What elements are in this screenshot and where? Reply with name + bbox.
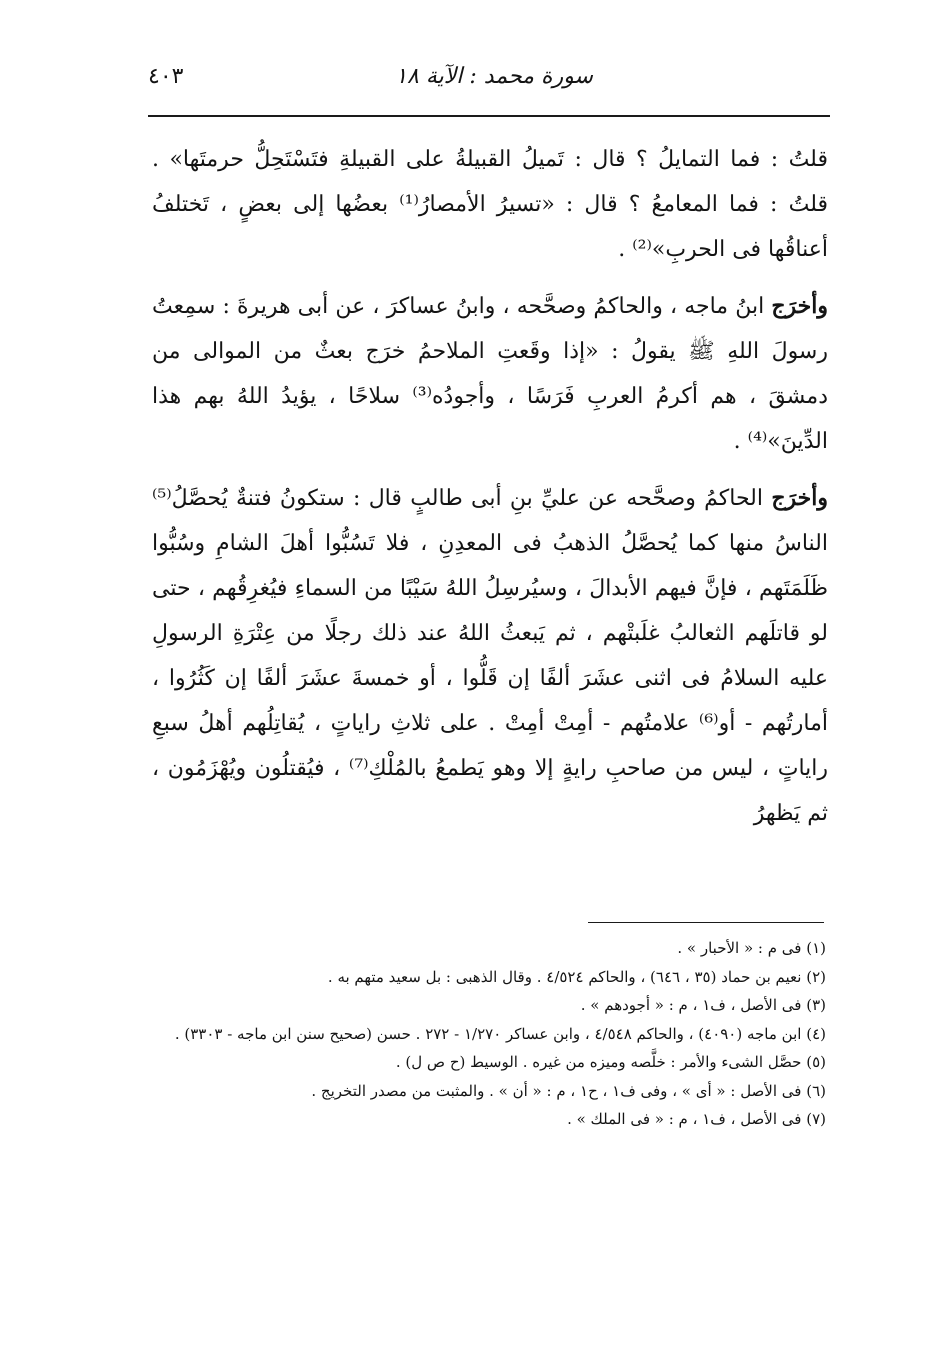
footnote-4: (٤) ابن ماجه (٤٠٩٠) ، والحاكم ٤/٥٤٨ ، وابن عساكر ١/٢٧٠ - ٢٧٢ . حسن (صحيح سنن ابن ماجه - ٣٣٠٣) . xyxy=(174,1024,826,1043)
main-text xyxy=(152,137,828,836)
running-header xyxy=(148,58,828,98)
footnote-6: (٦) فى الأصل : « أى » ، وفى ف١ ، ح١ ، م : « أن » . والمثبت من مصدر التخريج . xyxy=(311,1081,826,1100)
paragraph-1 xyxy=(152,137,828,272)
paragraph-2-lead: وأخرَج xyxy=(771,293,828,319)
footnote-5: (٥) حصَّل الشىء والأمر : خلَّصه وميزه من غيره . الوسيط (ح ص ل) . xyxy=(395,1053,826,1071)
paragraph-3-text: الحاكمُ وصحَّحه عن عليِّ بنِ أبى طالبٍ قال : ستكونُ فتنةٌ يُحصَّلُ⁽⁵⁾ الناسُ منها كما يُحصَّلُ الذهبُ فى المعدِنِ ، فلا تَسُبُّوا أهلَ الشامِ وسُبُّوا ظَلَمَتَهم ، فإنَّ فيهم الأبدالَ ، وسيُرسِلُ اللهُ سَيْبًا من السماءِ فيُغرِقُهم ، حتى لو قاتلَهم الثعالبُ غلَبتْهم ، ثم يَبعثُ اللهُ عند ذلك رجلًا من عِتْرَةِ الرسولِ عليه السلامُ فى اثنى عشَرَ ألفًا إن قَلُّوا ، أو خمسةَ عشَرَ ألفًا إن كَثُرُوا ، أمارتُهم - أو⁽⁶⁾ علامتُهم - أمِتْ أمِتْ . على ثلاثِ راياتٍ ، يُقاتِلُهم أهلُ سبعِ راياتٍ ، ليس من صاحبِ رايةٍ إلا وهو يَطمعُ بالمُلْكِ⁽⁷⁾ ، فيُقتلُون ويُهْزَمُون ، ثم يَظهرُ xyxy=(152,486,828,826)
header-title: سورة محمد : الآية ١٨ xyxy=(395,64,593,89)
footnote-rule xyxy=(588,922,824,923)
footnote-1: (١) فى م : « الأحبار » . xyxy=(677,939,826,957)
footnotes xyxy=(140,934,826,1134)
paragraph-1-text: قلتُ : فما التمايلُ ؟ قال : تَميلُ القبيلةُ على القبيلةِ فتَسْتَحِلُّ حرمتَها» . قلتُ : فما المعامعُ ؟ قال : «تسيرُ الأمصارُ⁽¹⁾ بعضُها إلى بعضٍ ، تَختلفُ أعناقُها فى الحربِ»⁽²⁾ . xyxy=(152,147,828,262)
paragraph-3-lead: وأخرَج xyxy=(771,485,828,511)
paragraph-2 xyxy=(152,284,828,464)
header-rule xyxy=(148,115,830,117)
paragraph-2-text: ابنُ ماجه ، والحاكمُ وصحَّحه ، وابنُ عساكرَ ، عن أبى هريرةَ : سمِعتُ رسولَ اللهِ ﷺ يقولُ : «إذا وقَعتِ الملاحمُ خرَج بعثٌ من الموالى من دمشقَ ، هم أكرمُ العربِ فَرَسًا ، وأجودُه⁽³⁾ سلاحًا ، يؤيدُ اللهُ بهم هذا الدِّينَ»⁽⁴⁾ . xyxy=(152,294,829,454)
footnote-2: (٢) نعيم بن حماد (٣٥ ، ٦٤٦) ، والحاكم ٤/٥٢٤ . وقال الذهبى : بل سعيد متهم به . xyxy=(327,967,826,986)
paragraph-3 xyxy=(152,476,828,836)
page-number: ٤٠٣ xyxy=(148,64,184,89)
footnote-3: (٣) فى الأصل ، ف١ ، م : « أجودهم » . xyxy=(580,996,826,1014)
footnote-7: (٧) فى الأصل ، ف١ ، م : « فى الملك » . xyxy=(567,1110,826,1128)
